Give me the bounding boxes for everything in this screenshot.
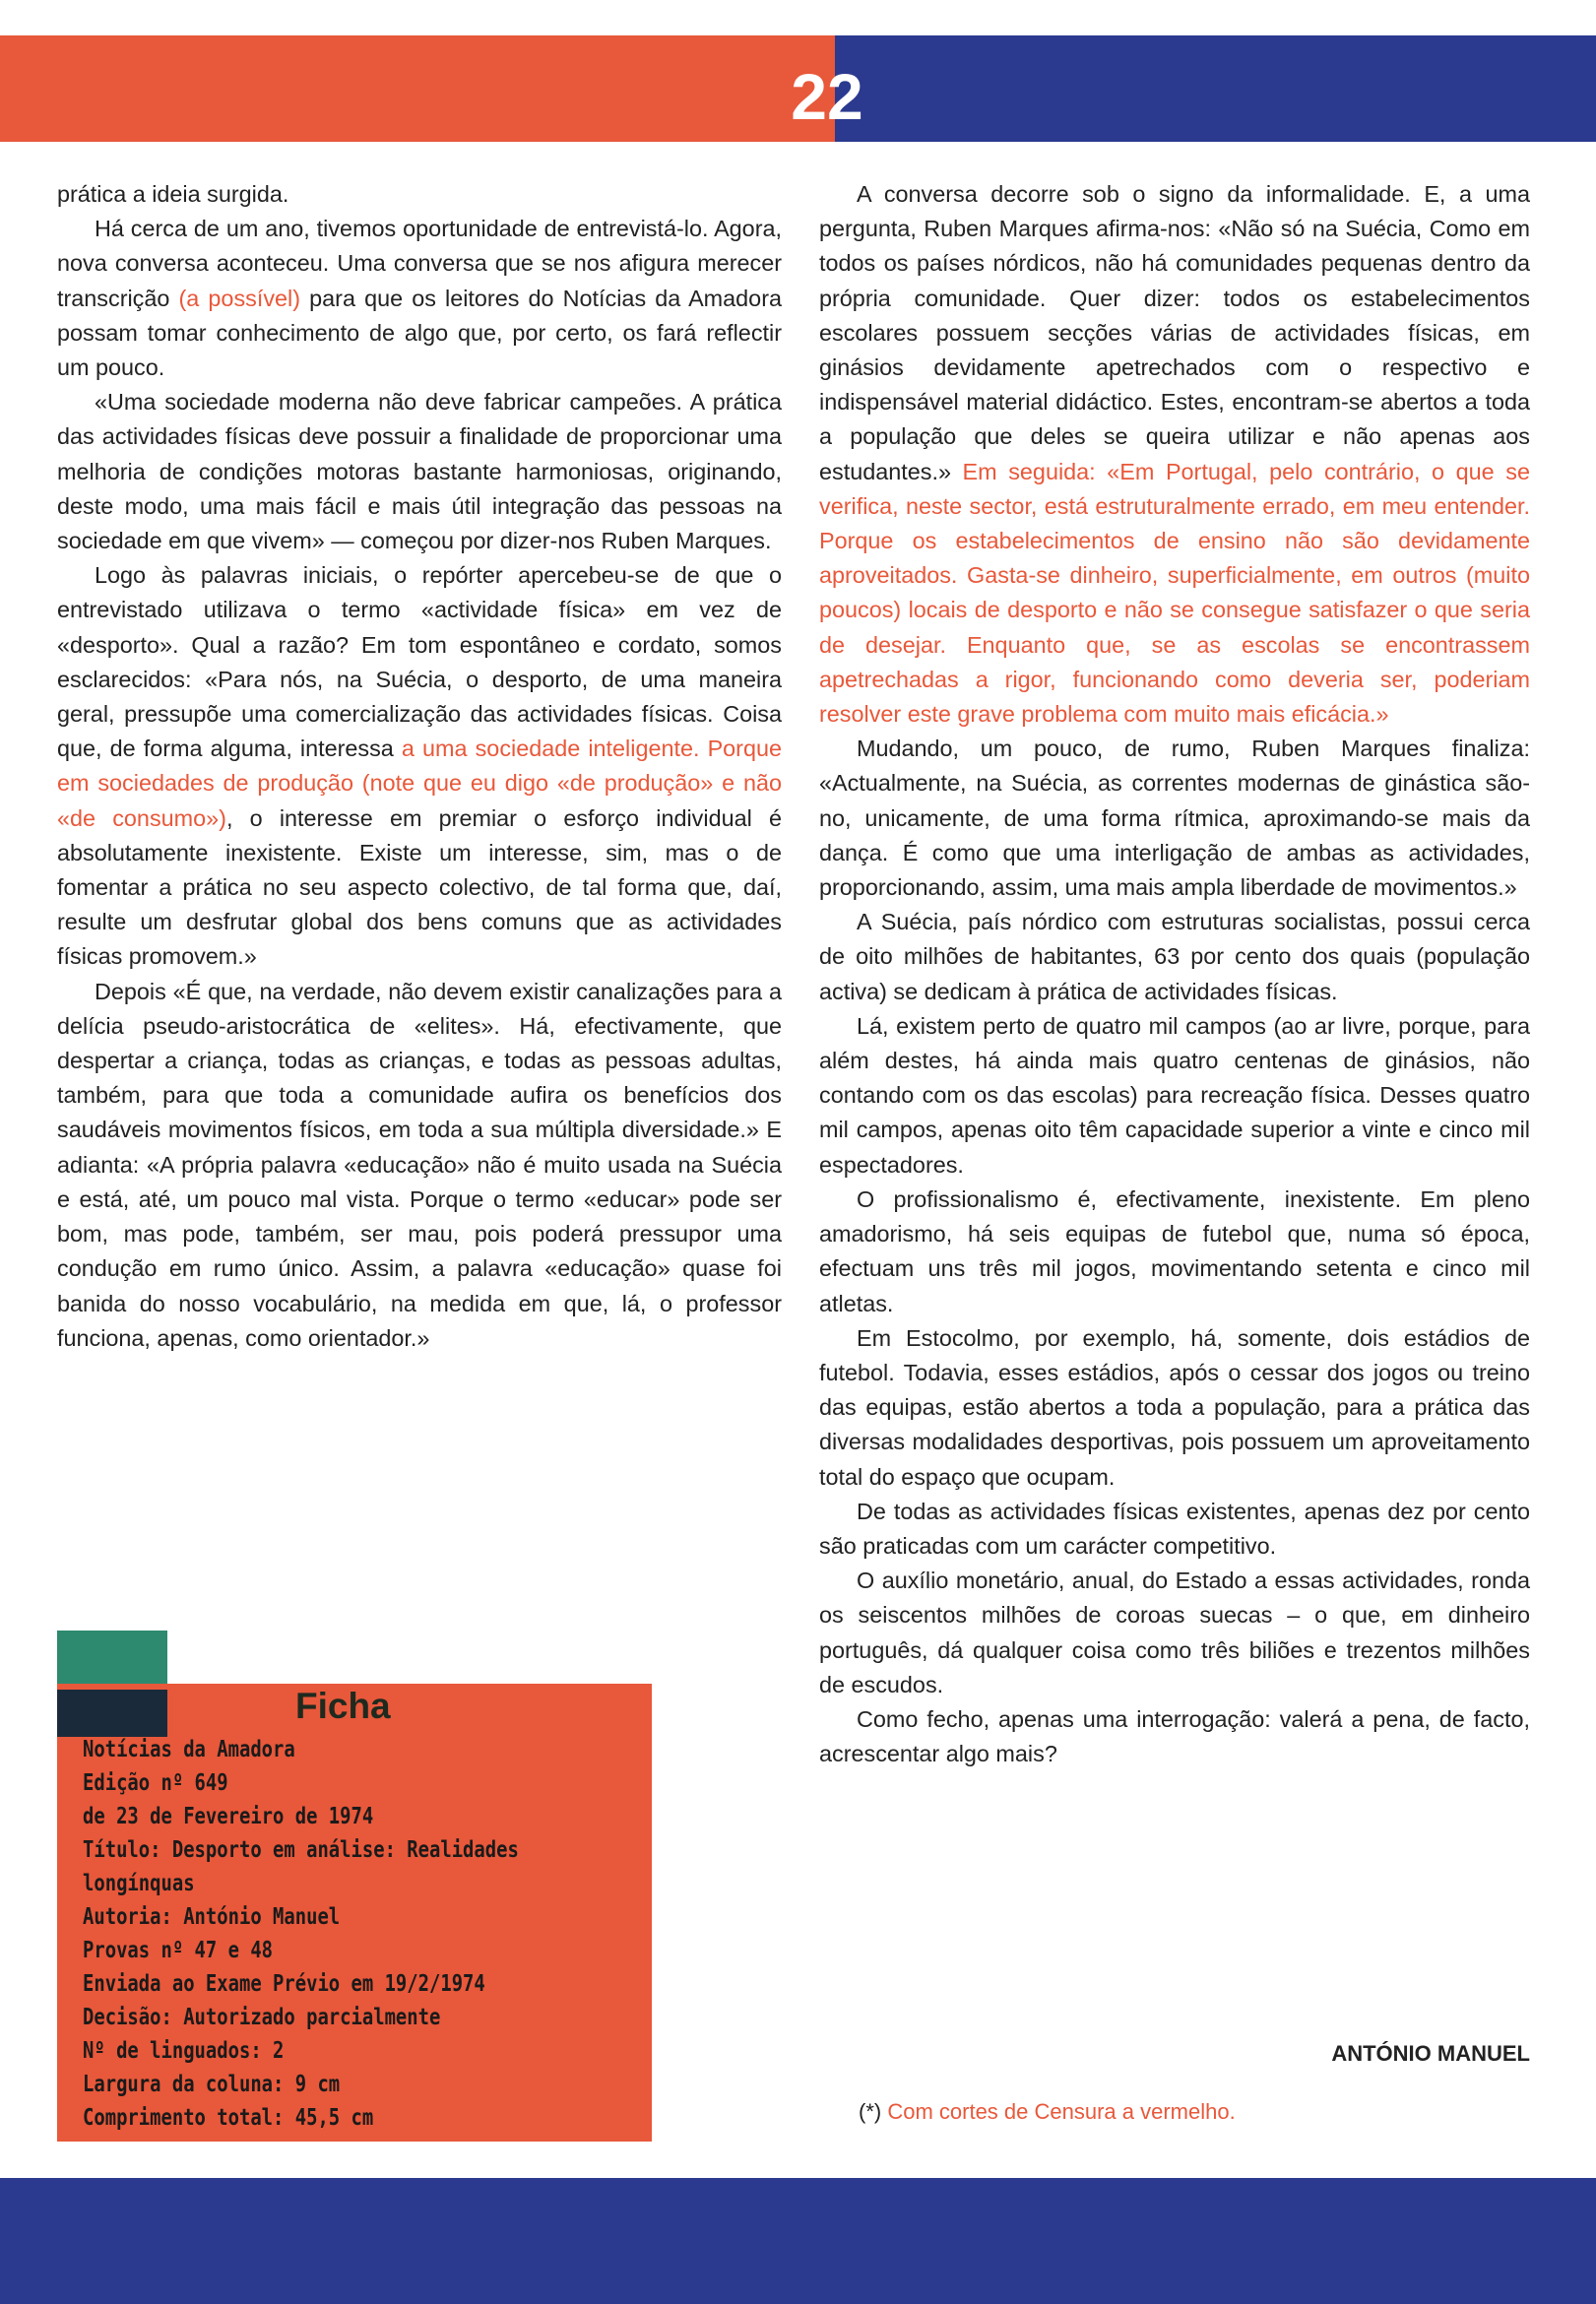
- paragraph: Há cerca de um ano, tivemos oportunidade de entrevistá-lo. Agora, nova conversa aconteceu. Uma conversa que se nos afigura merecer transcrição (a possível) para que os leitores do Notícias da Amadora possam tomar conhecimento de algo que, por certo, os fará reflectir um pouco.: [57, 216, 782, 381]
- ficha-line: Enviada ao Exame Prévio em 19/2/1974: [83, 1971, 485, 1997]
- paragraph: O auxílio monetário, anual, do Estado a essas actividades, ronda os seiscentos milhões de coroas suecas – o que, em dinheiro português, dá qualquer coisa como três biliões e trezentos milhões de escudos.: [819, 1568, 1530, 1697]
- paragraph: De todas as actividades físicas existentes, apenas dez por cento são praticadas com um carácter competitivo.: [819, 1498, 1530, 1559]
- paragraph: Em Estocolmo, por exemplo, há, somente, dois estádios de futebol. Todavia, esses estádios, após o cessar dos jogos ou treino das equipas, estão abertos a toda a população, para a prática das diversas modalidades desportivas, pois possuem um aproveitamento total do espaço que ocupam.: [819, 1324, 1530, 1490]
- header-red-bar: [0, 35, 835, 142]
- ficha-line: Provas nº 47 e 48: [83, 1938, 274, 1963]
- author-signature: ANTÓNIO MANUEL: [1331, 2041, 1530, 2066]
- censored-text: (a possível): [178, 285, 301, 311]
- ficha-line: de 23 de Fevereiro de 1974: [83, 1804, 374, 1829]
- censored-text: a uma sociedade inteligente. Porque em sociedades de produção (note que eu digo «de produção» e não «de consumo»): [57, 736, 782, 831]
- censored-text: Em seguida: «Em Portugal, pelo contrário, o que se verifica, neste sector, está estruturalmente errado, em meu entender. Porque os estabelecimentos de ensino não são devidamente aproveitados. Gasta-se dinheiro, superficialmente, em outros (muito poucos) locais de desporto e não se consegue satisfazer o que seria de desejar. Enquanto que, se as escolas se encontrassem apetrechadas a rigor, funcionando como deveria ser, poderiam resolver este grave problema com muito mais eficácia.»: [819, 458, 1530, 728]
- right-column: [819, 177, 1530, 1771]
- ficha-list: [83, 1733, 519, 2135]
- paragraph: Lá, existem perto de quatro mil campos (ao ar livre, porque, para além destes, há ainda mais quatro centenas de ginásios, não contando com os das escolas) para recreação física. Desses quatro mil campos, apenas oito têm capacidade superior a vinte e cinco mil espectadores.: [819, 1012, 1530, 1178]
- footnote-censure-note: Com cortes de Censura a vermelho.: [887, 2099, 1236, 2124]
- ficha-line: Autoria: António Manuel: [83, 1904, 341, 1930]
- ficha-title: Ficha: [295, 1686, 391, 1726]
- paragraph: Mudando, um pouco, de rumo, Ruben Marques finaliza: «Actualmente, na Suécia, as correntes modernas de ginástica são-no, unicamente, de uma forma rítmica, aproximando-se mais da dança. É como que uma interligação de ambas as actividades, proporcionando, assim, uma mais ampla liberdade de movimentos.»: [819, 736, 1530, 901]
- paragraph: Logo às palavras iniciais, o repórter apercebeu-se de que o entrevistado utilizava o termo «actividade física» em vez de «desporto». Qual a razão? Em tom espontâneo e cordato, somos esclarecidos: «Para nós, na Suécia, o desporto, de uma maneira geral, pressupõe uma comercialização das actividades físicas. Coisa que, de forma alguma, interessa a uma sociedade inteligente. Porque em sociedades de produção (note que eu digo «de produção» e não «de consumo»), o interesse em premiar o esforço individual é absolutamente inexistente. Existe um interesse, sim, mas o de fomentar a prática no seu aspecto colectivo, de tal forma que, daí, resulte um desfrutar global dos bens comuns que as actividades físicas promovem.»: [57, 562, 782, 970]
- ficha-line: Título: Desporto em análise: Realidades: [83, 1837, 519, 1863]
- footnote: (*) Com cortes de Censura a vermelho.: [859, 2099, 1236, 2124]
- ficha-line: Comprimento total: 45,5 cm: [83, 2105, 374, 2131]
- ficha-line: Nº de linguados: 2: [83, 2038, 285, 2064]
- paragraph: A Suécia, país nórdico com estruturas socialistas, possui cerca de oito milhões de habitantes, 63 por cento dos quais (população activa) se dedicam à prática de actividades físicas.: [819, 909, 1530, 1004]
- paragraph: «Uma sociedade moderna não deve fabricar campeões. A prática das actividades físicas deve possuir a finalidade de proporcionar uma melhoria de condições motoras bastante harmoniosas, originando, deste modo, uma mais fácil e mais útil integração das pessoas na sociedade em que vivem» — começou por dizer-nos Ruben Marques.: [57, 389, 782, 554]
- ficha-line: longínquas: [83, 1871, 195, 1896]
- ficha-line: Edição nº 649: [83, 1770, 228, 1796]
- page-number: 22: [791, 60, 863, 133]
- left-column: [57, 177, 782, 1356]
- ficha-line: Largura da coluna: 9 cm: [83, 2072, 341, 2097]
- footer-blue-bar: [0, 2178, 1596, 2304]
- paragraph: A conversa decorre sob o signo da informalidade. E, a uma pergunta, Ruben Marques afirma-nos: «Não só na Suécia, Como em todos os países nórdicos, não há comunidades pequenas dentro da própria comunidade. Quer dizer: todos os estabelecimentos escolares possuem secções várias de actividades físicas, em ginásios devidamente apetrechados com o respectivo e indispensável material didáctico. Estes, encontram-se abertos a toda a população que deles se queira utilizar e não apenas aos estudantes.» Em seguida: «Em Portugal, pelo contrário, o que se verifica, neste sector, está estruturalmente errado, em meu entender. Porque os estabelecimentos de ensino não são devidamente aproveitados. Gasta-se dinheiro, superficialmente, em outros (muito poucos) locais de desporto e não se consegue satisfazer o que seria de desejar. Enquanto que, se as escolas se encontrassem apetrechadas a rigor, funcionando como deveria ser, poderiam resolver este grave problema com muito mais eficácia.»: [819, 181, 1530, 728]
- paragraph: O profissionalismo é, efectivamente, inexistente. Em pleno amadorismo, há seis equipas de futebol que, numa só época, efectuam uns três mil jogos, movimentando setenta e cinco mil atletas.: [819, 1185, 1530, 1316]
- paragraph: Depois «É que, na verdade, não devem existir canalizações para a delícia pseudo-aristocrática de «elites». Há, efectivamente, que despertar a criança, todas as crianças, e todas as pessoas adultas, também, para que toda a comunidade aufira os benefícios dos saudáveis movimentos físicos, em toda a sua múltipla diversidade.» E adianta: «A própria palavra «educação» não é muito usada na Suécia e está, até, um pouco mal vista. Porque o termo «educar» pode ser bom, mas pode, também, ser mau, pois poderá pressupor uma condução em rumo único. Assim, a palavra «educação» quase foi banida do nosso vocabulário, na medida em que, lá, o professor funciona, apenas, como orientador.»: [57, 978, 782, 1351]
- ficha-tab-shadow: [57, 1690, 167, 1737]
- ficha-line: Notícias da Amadora: [83, 1737, 295, 1762]
- header-blue-bar: [835, 35, 1596, 142]
- paragraph: Como fecho, apenas uma interrogação: valerá a pena, de facto, acrescentar algo mais?: [819, 1705, 1530, 1767]
- ficha-line: Decisão: Autorizado parcialmente: [83, 2005, 441, 2030]
- paragraph: prática a ideia surgida.: [57, 181, 289, 207]
